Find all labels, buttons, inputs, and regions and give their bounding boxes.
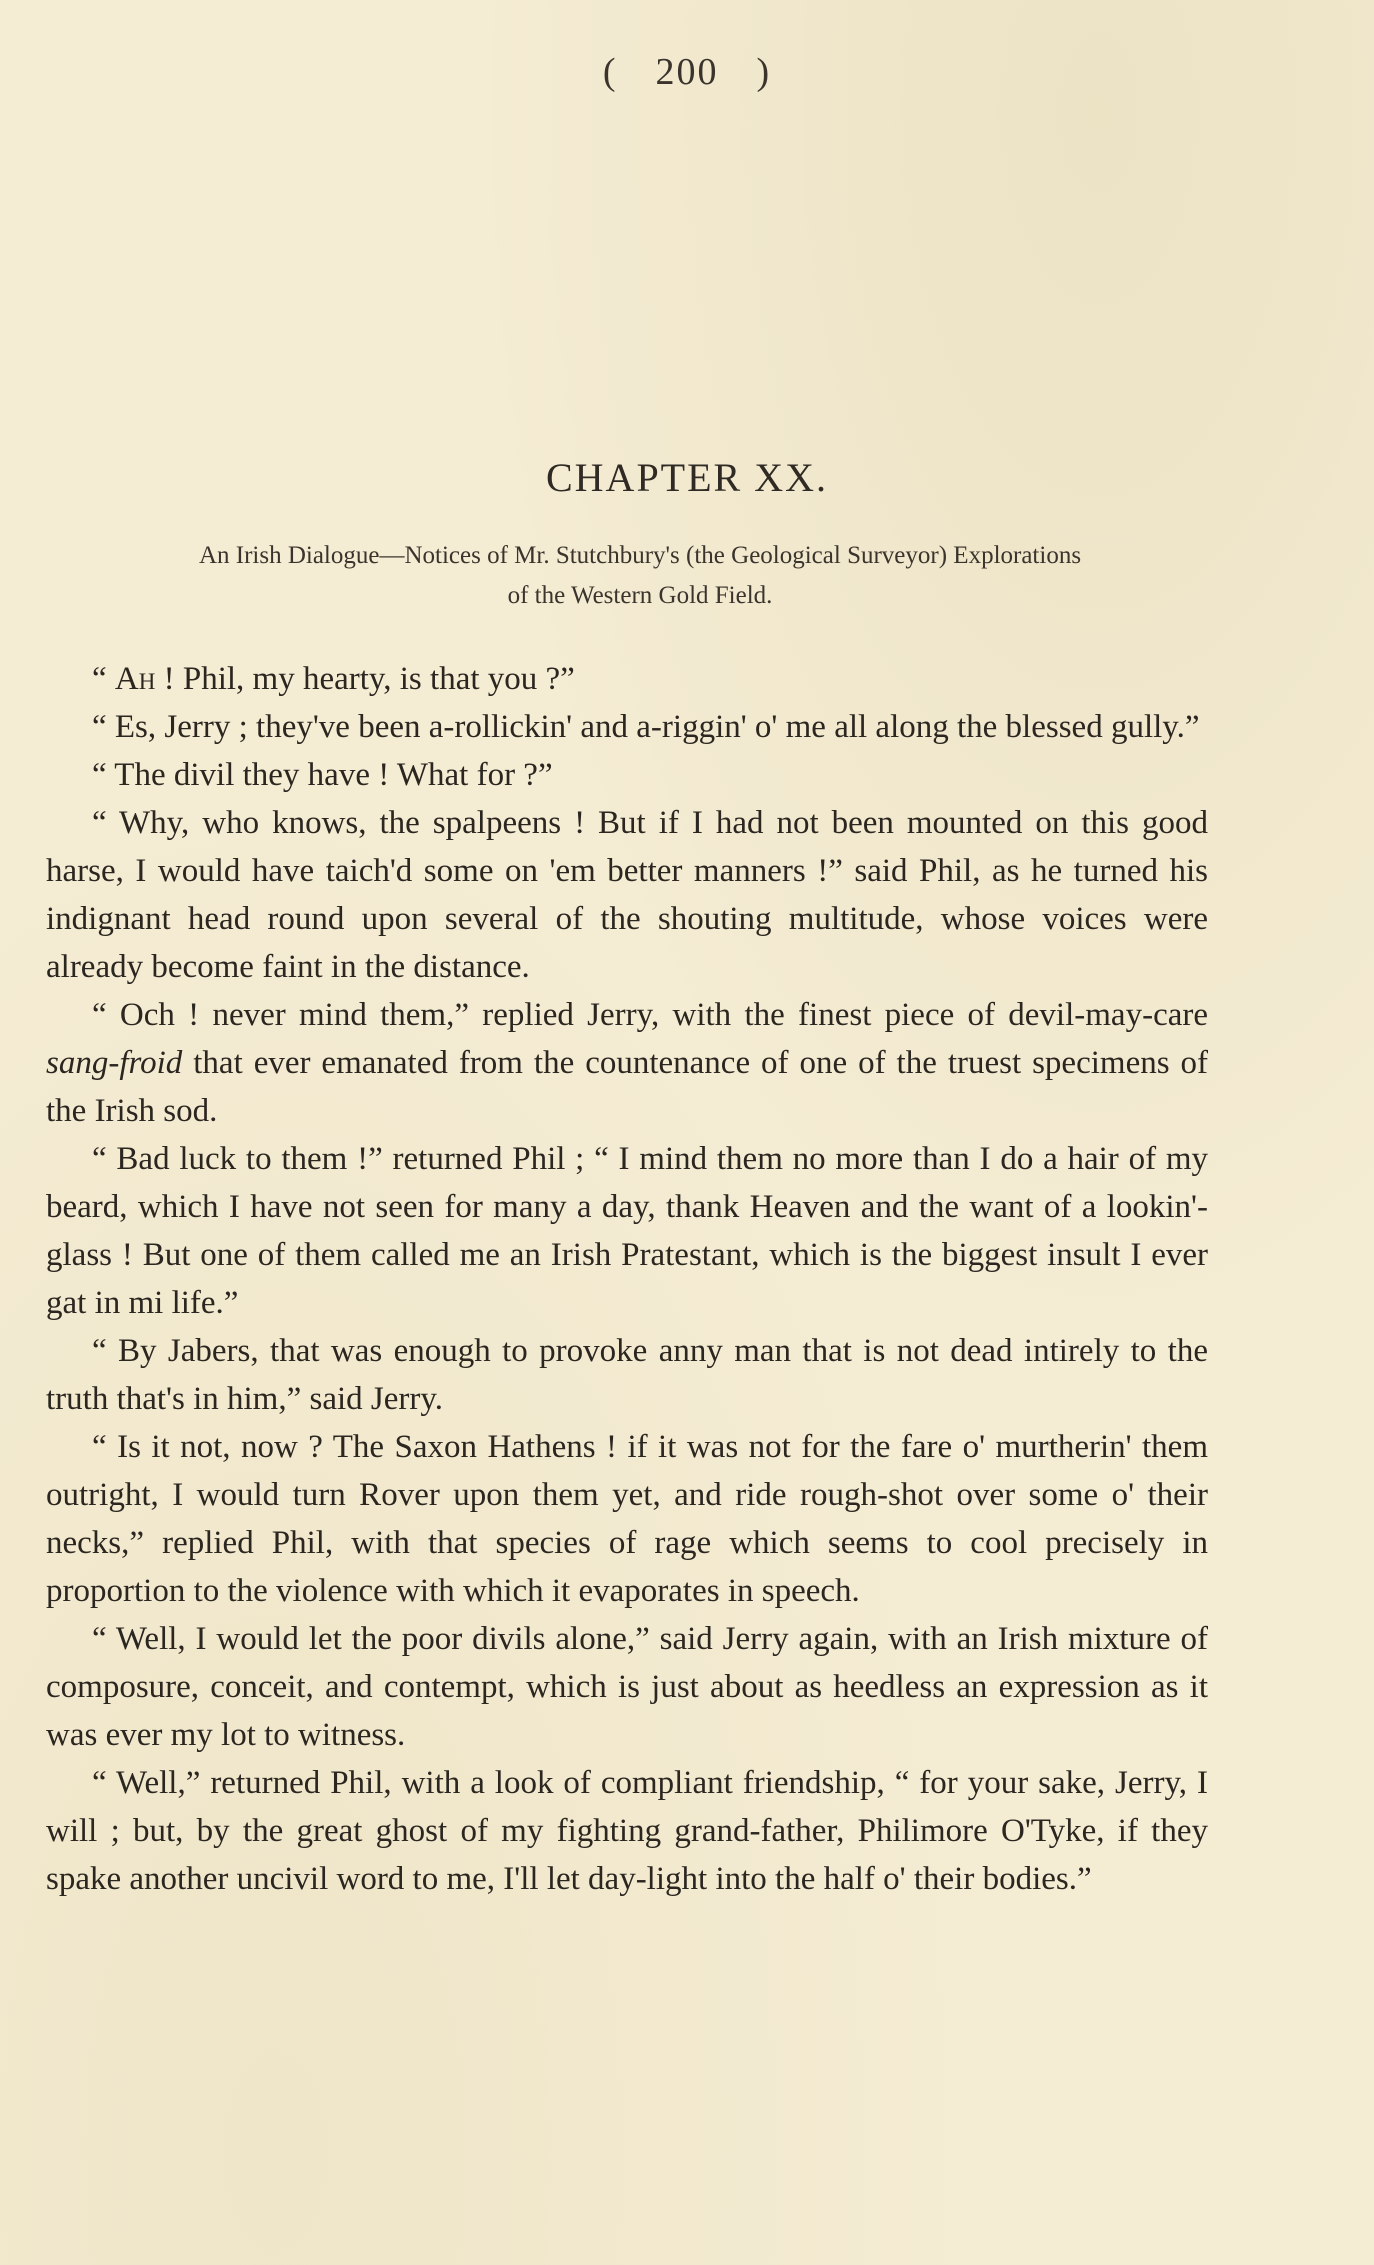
paragraph-5 bbox=[46, 991, 1208, 1135]
paragraph-1 bbox=[46, 655, 1208, 703]
open-paren: ( bbox=[602, 51, 618, 93]
paragraph-5-part-2: that ever emanated from the countenance of one of the truest specimens of the Irish sod. bbox=[46, 1045, 1208, 1129]
page-number: 200 bbox=[655, 51, 719, 93]
page-number-header bbox=[0, 50, 1374, 94]
paragraph-10: “ Well,” returned Phil, with a look of compliant friendship, “ for your sake, Jerry, I will ; but, by the great ghost of my fighting grand-father, Philimore O'Tyke, if they spake another uncivil word to me, I'll let day-light into the half o' their bodies.” bbox=[46, 1765, 1208, 1897]
paragraph-2: “ Es, Jerry ; they've been a-rollickin' and a-riggin' o' me all along the blessed gully.” bbox=[92, 709, 1200, 745]
paragraph-6: “ Bad luck to them !” returned Phil ; “ I mind them no more than I do a hair of my beard, which I have not seen for many a day, thank Heaven and the want of a lookin'-glass ! But one of them called me an Irish Pratestant, which is the biggest insult I ever gat in mi life.” bbox=[46, 1141, 1208, 1321]
paragraph-7: “ By Jabers, that was enough to provoke anny man that is not dead intirely to the truth that's in him,” said Jerry. bbox=[46, 1333, 1208, 1417]
paragraph-9: “ Well, I would let the poor divils alone,” said Jerry again, with an Irish mixture of composure, conceit, and contempt, which is just about as heedless an expression as it was ever my lot to witness. bbox=[46, 1621, 1208, 1753]
paragraph-8: “ Is it not, now ? The Saxon Hathens ! if it was not for the fare o' murtherin' them outright, I would turn Rover upon them yet, and ride rough-shot over some o' their necks,” replied Phil, with that species of rage which seems to cool precisely in proportion to the violence with which it evaporates in speech. bbox=[46, 1429, 1208, 1609]
chapter-summary-line-2: of the Western Gold Field. bbox=[507, 582, 773, 609]
paragraph-5-italic: sang-froid bbox=[46, 1045, 183, 1081]
chapter-summary bbox=[40, 536, 1240, 616]
paragraph-1-ah: Ah bbox=[114, 661, 156, 697]
paragraph-5-part-1: “ Och ! never mind them,” replied Jerry, with the finest piece of devil-may-care bbox=[92, 997, 1208, 1033]
chapter-title: CHAPTER XX. bbox=[545, 455, 829, 500]
paragraph-1-rest: ! Phil, my hearty, is that you ?” bbox=[155, 661, 575, 697]
chapter-summary-line-1: An Irish Dialogue—Notices of Mr. Stutchbury's (the Geological Surveyor) Explorations bbox=[198, 542, 1082, 569]
paragraph-3: “ The divil they have ! What for ?” bbox=[92, 757, 553, 793]
body-text bbox=[46, 655, 1208, 1903]
close-paren: ) bbox=[756, 51, 772, 93]
paragraph-1-open-quote: “ bbox=[92, 661, 115, 697]
paragraph-4: “ Why, who knows, the spalpeens ! But if I had not been mounted on this good harse, I would have taich'd some on 'em better manners !” said Phil, as he turned his indignant head round upon several of the shouting multitude, whose voices were already become faint in the distance. bbox=[46, 805, 1208, 985]
